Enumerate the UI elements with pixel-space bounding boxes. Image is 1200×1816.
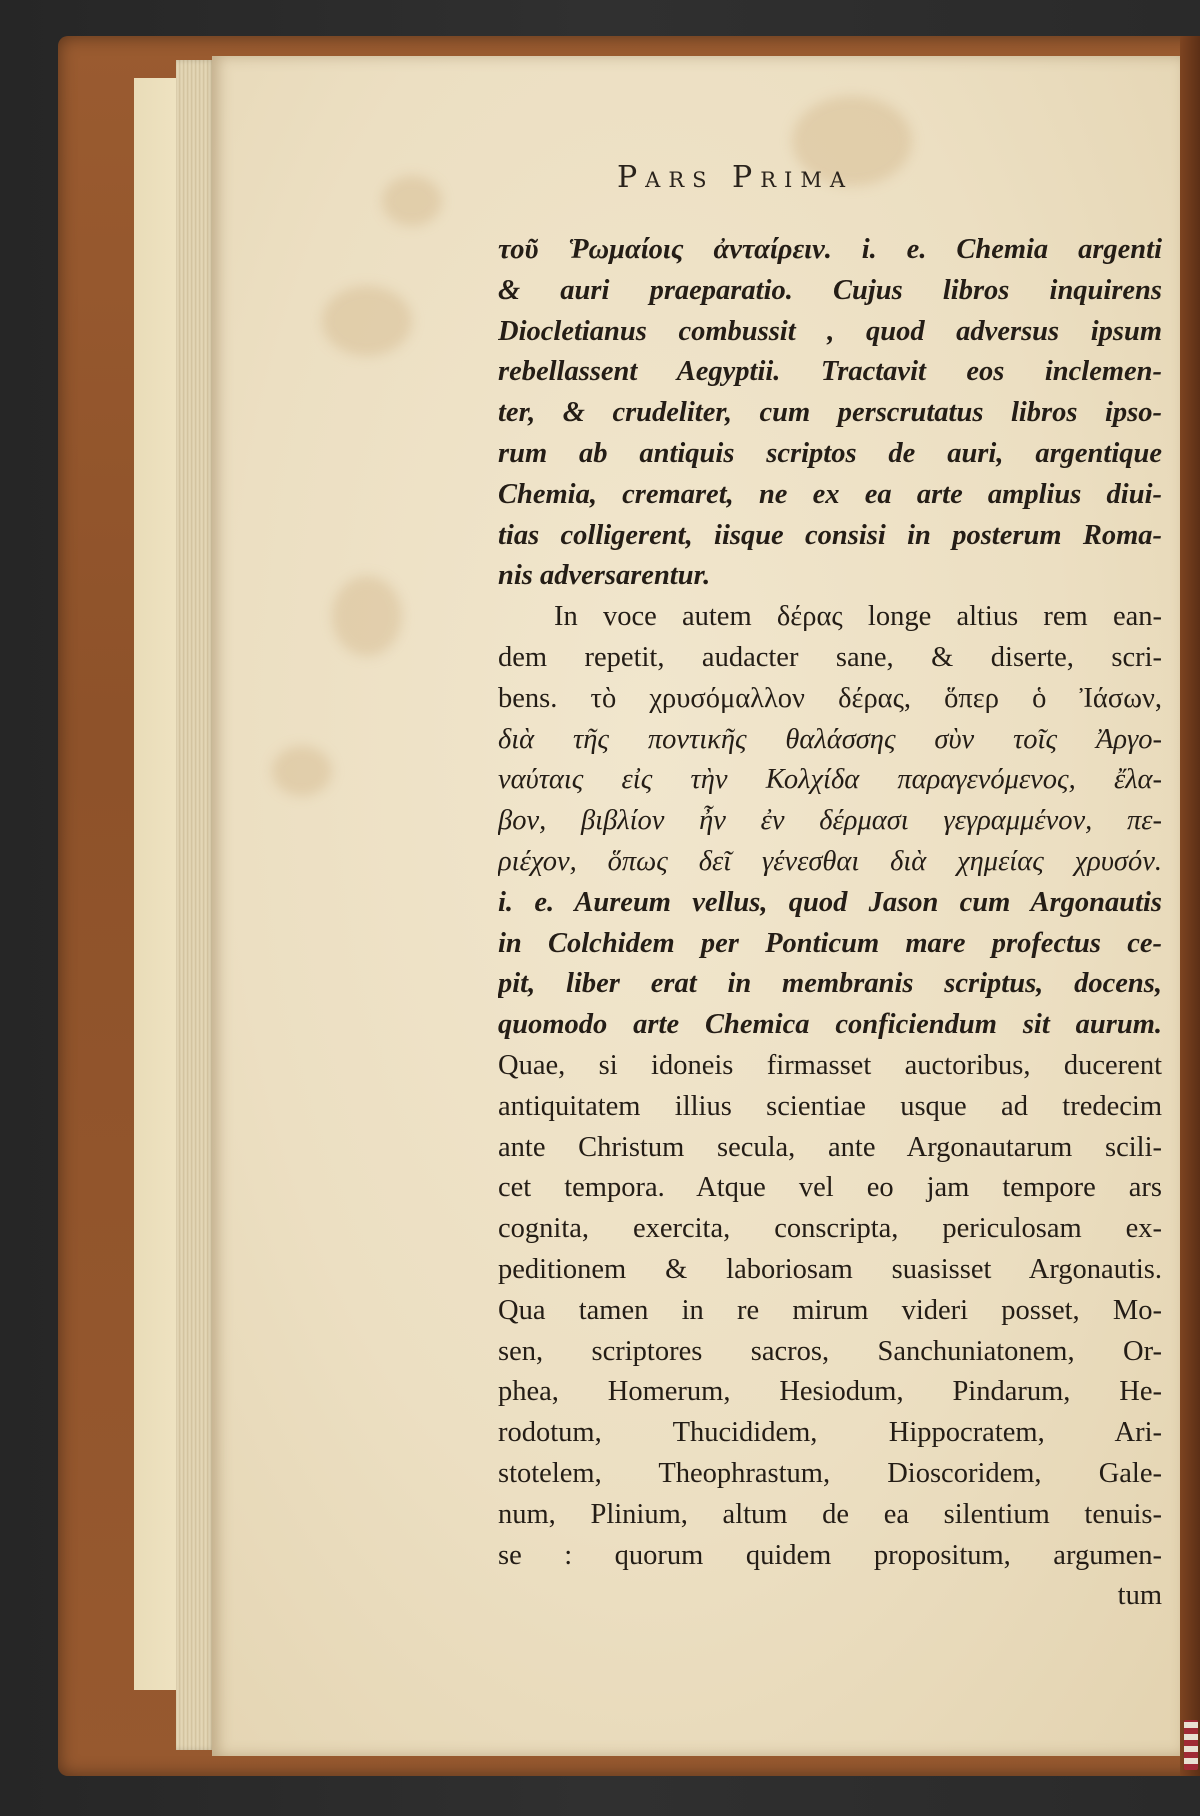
text-line: διὰ τῆς ποντικῆς θαλάσσης σὺν τοῖς Ἀργο- [498,723,1162,755]
text-line: se : quorum quidem propositum, argumen- [498,1539,1162,1571]
text-line: ριέχον, ὅπως δεῖ γένεσθαι διὰ χημείας χρυσόν. [498,845,1162,877]
text-line: Chemia, cremaret, ne ex ea arte amplius diui- [498,478,1162,510]
text-line: rebellassent Aegyptii. Tractavit eos inclemen- [498,356,1162,388]
text-line: tias colligerent, iisque consisi in posterum Roma- [498,519,1162,551]
text-line: & auri praeparatio. Cujus libros inquirens [498,274,1162,306]
text-line: tum [1117,1580,1162,1612]
cover-edge [1180,36,1200,1776]
text-line: pit, liber erat in membranis scriptus, docens, [498,968,1162,1000]
text-line: peditionem & laboriosam suasisset Argonautis. [498,1253,1162,1285]
text-line: i. e. Aureum vellus, quod Jason cum Argonautis [498,886,1162,918]
text-line: τοῦ Ῥωμαίοις ἀνταίρειν. i. e. Chemia argenti [498,234,1162,265]
text-line: rodotum, Thucididem, Hippocratem, Ari- [498,1417,1162,1449]
page-edges [176,60,216,1750]
text-line: in Colchidem per Ponticum mare profectus ce- [498,927,1162,959]
body-text [498,230,1162,1617]
foxing-spot [272,746,332,796]
text-line: phea, Homerum, Hesiodum, Pindarum, He- [498,1376,1162,1408]
text-line: Diocletianus combussit , quod adversus ipsum [498,315,1162,347]
text-line: cognita, exercita, conscripta, periculosam ex- [498,1213,1162,1245]
foxing-spot [322,286,412,356]
text-line: ter, & crudeliter, cum perscrutatus libros ipso- [498,397,1162,429]
text-line: Quae, si idoneis firmasset auctoribus, ducerent [498,1049,1162,1081]
foxing-spot [382,176,442,226]
text-line: ναύταις εἰς τὴν Κολχίδα παραγενόμενος, ἔλα- [498,764,1162,796]
text-line: βον, βιβλίον ἦν ἐν δέρμασι γεγραμμένον, πε- [498,805,1162,837]
text-line: cet tempora. Atque vel eo jam tempore ars [498,1172,1162,1204]
text-line: dem repetit, audacter sane, & diserte, scri- [498,641,1162,673]
running-head: Pars Prima [616,160,854,195]
text-line: stotelem, Theophrastum, Dioscoridem, Gale- [498,1457,1162,1489]
text-line: quomodo arte Chemica conficiendum sit aurum. [498,1009,1162,1041]
text-line: num, Plinium, altum de ea silentium tenuis- [498,1498,1162,1530]
bookmark-ribbon [1184,1720,1198,1770]
text-line: antiquitatem illius scientiae usque ad tredecim [498,1090,1162,1122]
foxing-spot [332,576,402,656]
text-line: Qua tamen in re mirum videri posset, Mo- [498,1294,1162,1326]
text-line: nis adversarentur. [498,560,711,592]
text-line: ante Christum secula, ante Argonautarum scili- [498,1131,1162,1163]
text-line: bens. τὸ χρυσόμαλλον δέρας, ὅπερ ὁ Ἰάσων, [498,682,1162,714]
text-line: In voce autem δέρας longe altius rem ean- [554,601,1162,633]
text-line: rum ab antiquis scriptos de auri, argentique [498,437,1162,469]
text-line: sen, scriptores sacros, Sanchuniatonem, Or- [498,1335,1162,1367]
